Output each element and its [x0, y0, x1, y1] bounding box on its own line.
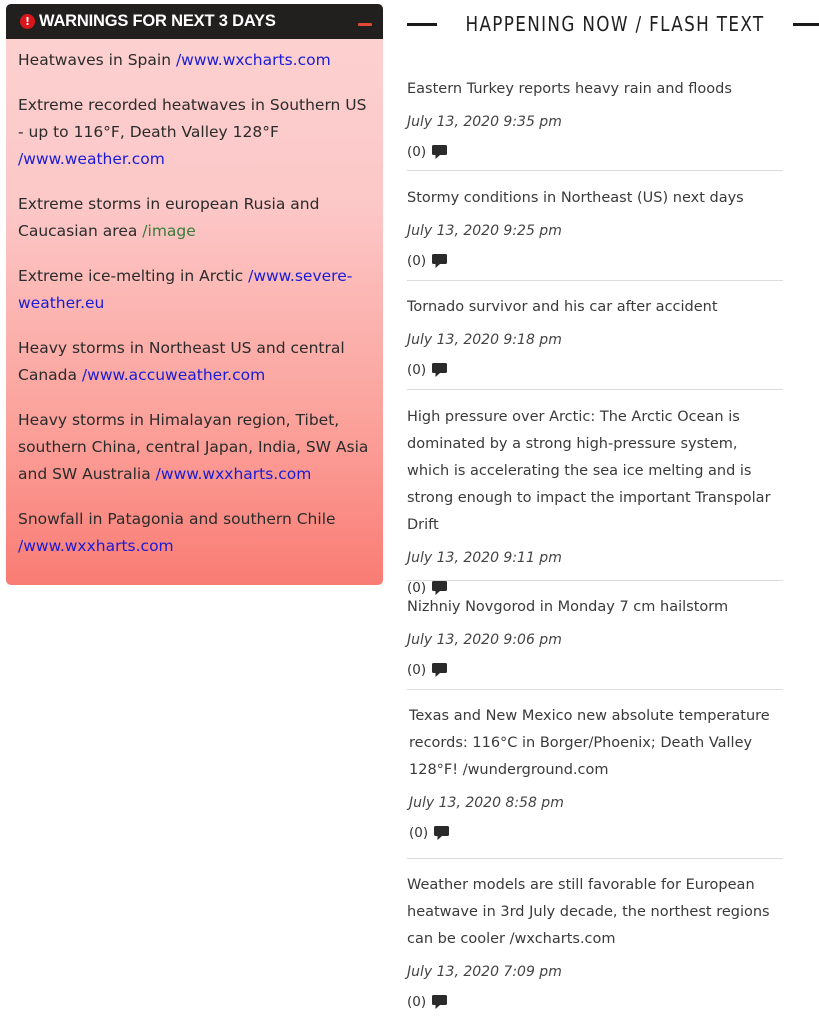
news-item[interactable]: [407, 594, 783, 690]
warning-item: Heatwaves in Spain /www.wxcharts.com: [18, 51, 331, 69]
news-headline[interactable]: Texas and New Mexico new absolute temperature records: 116°C in Borger/Phoenix; Death Valley 128°F! /wunderground.com: [409, 708, 770, 778]
header-rule-right: [793, 23, 819, 26]
news-date: July 13, 2020 9:25 pm: [407, 223, 562, 239]
comment-count: (0): [407, 580, 427, 596]
comment-count: (0): [407, 362, 427, 378]
news-date: July 13, 2020 8:58 pm: [409, 795, 564, 811]
warning-item: Snowfall in Patagonia and southern Chile /www.wxxharts.com: [18, 510, 336, 555]
warning-image-link[interactable]: /image: [142, 222, 196, 240]
news-comments[interactable]: [407, 662, 783, 678]
warning-link[interactable]: /www.weather.com: [18, 150, 165, 168]
warning-link[interactable]: /www.wxcharts.com: [175, 51, 331, 69]
news-comments[interactable]: [407, 994, 783, 1010]
comment-bubble-icon: [432, 144, 447, 160]
news-comments[interactable]: [409, 825, 783, 841]
comment-count: (0): [407, 144, 427, 160]
news-date: July 13, 2020 9:11 pm: [407, 550, 562, 566]
news-item[interactable]: [407, 404, 783, 596]
warning-item: Extreme recorded heatwaves in Southern US - up to 116°F, Death Valley 128°F /www.weather.com: [18, 96, 367, 168]
news-section-header: [407, 8, 783, 40]
comment-bubble-icon: [432, 662, 447, 678]
warnings-list: [6, 39, 383, 560]
news-comments[interactable]: [407, 253, 783, 269]
comment-count: (0): [409, 825, 429, 841]
warning-link[interactable]: /www.severe-weather.eu: [18, 267, 353, 312]
news-headline[interactable]: Stormy conditions in Northeast (US) next days: [407, 190, 744, 206]
warning-item: Heavy storms in Himalayan region, Tibet, southern China, central Japan, India, SW Asia and SW Australia /www.wxxharts.com: [18, 411, 369, 483]
news-item[interactable]: [407, 76, 783, 171]
warning-item: Extreme ice-melting in Arctic /www.severe-weather.eu: [18, 267, 353, 312]
news-date: July 13, 2020 7:09 pm: [407, 964, 562, 980]
warning-link[interactable]: /www.accuweather.com: [81, 366, 266, 384]
warnings-header: [6, 4, 383, 39]
news-headline[interactable]: Weather models are still favorable for European heatwave in 3rd July decade, the northest regions can be cooler /wxcharts.com: [407, 877, 770, 947]
warning-item: Heavy storms in Northeast US and central Canada /www.accuweather.com: [18, 339, 345, 384]
news-item[interactable]: [407, 703, 783, 859]
news-section-title: HAPPENING NOW / FLASH TEXT: [465, 12, 765, 36]
warning-item: Extreme storms in european Rusia and Caucasian area /image: [18, 195, 320, 240]
news-headline[interactable]: High pressure over Arctic: The Arctic Ocean is dominated by a strong high-pressure system, which is accelerating the sea ice melting and is strong enough to impact the important Transpolar Drift: [407, 409, 771, 533]
news-date: July 13, 2020 9:35 pm: [407, 114, 562, 130]
comment-bubble-icon: [432, 994, 447, 1010]
minimize-icon[interactable]: [358, 23, 372, 26]
comment-bubble-icon: [432, 253, 447, 269]
warnings-title: WARNINGS FOR NEXT 3 DAYS: [39, 12, 276, 30]
comment-count: (0): [407, 253, 427, 269]
news-headline[interactable]: Eastern Turkey reports heavy rain and floods: [407, 81, 732, 97]
news-date: July 13, 2020 9:06 pm: [407, 632, 562, 648]
warnings-widget: [6, 4, 383, 585]
comment-count: (0): [407, 994, 427, 1010]
news-item[interactable]: [407, 294, 783, 390]
news-headline[interactable]: Tornado survivor and his car after accident: [407, 299, 718, 315]
news-item[interactable]: [407, 185, 783, 281]
comment-bubble-icon: [434, 825, 449, 841]
news-date: July 13, 2020 9:18 pm: [407, 332, 562, 348]
warning-link[interactable]: /www.wxxharts.com: [155, 465, 312, 483]
comment-bubble-icon: [432, 362, 447, 378]
news-item[interactable]: [407, 872, 783, 1022]
comment-count: (0): [407, 662, 427, 678]
news-comments[interactable]: [407, 362, 783, 378]
news-headline[interactable]: Nizhniy Novgorod in Monday 7 cm hailstorm: [407, 599, 729, 615]
alert-icon: !: [20, 14, 35, 29]
warning-link[interactable]: /www.wxxharts.com: [18, 537, 174, 555]
header-rule-left: [407, 23, 437, 26]
news-comments[interactable]: [407, 144, 783, 160]
